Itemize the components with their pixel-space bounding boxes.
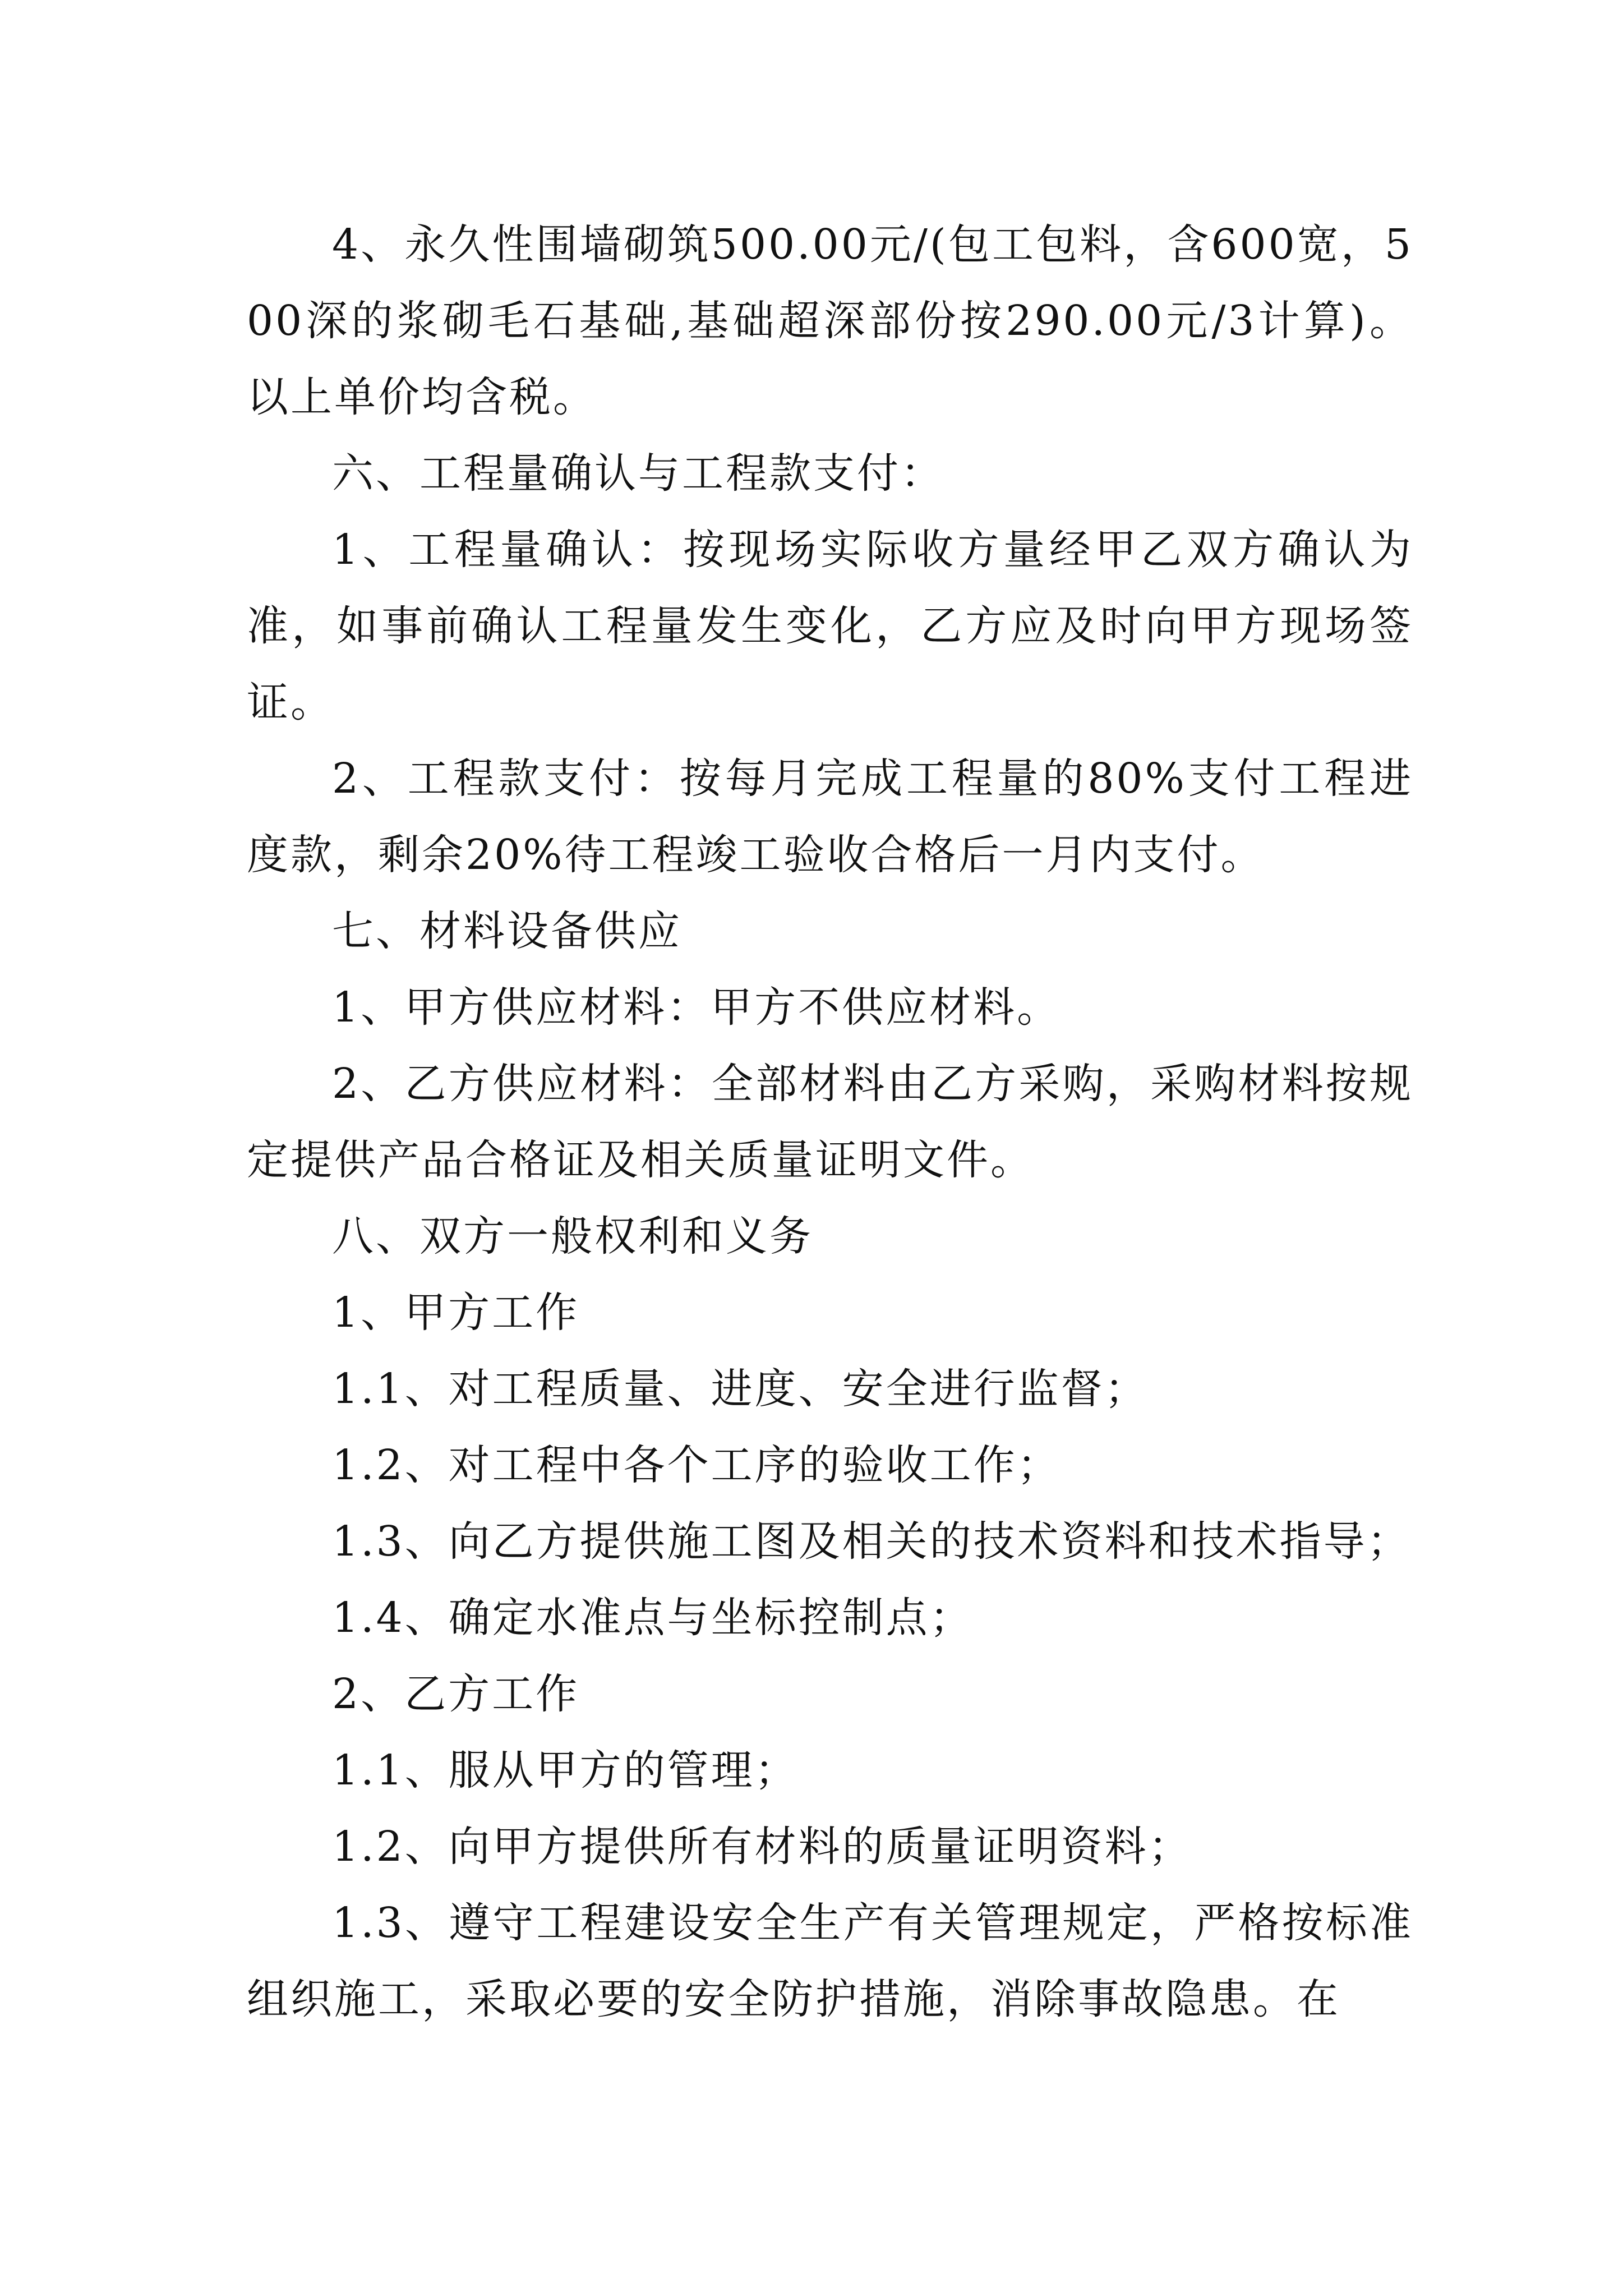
document-body — [247, 206, 1413, 2037]
list-item-a-1-2: 1.2、对工程中各个工序的验收工作； — [332, 1441, 1061, 1489]
subheading-party-a-work: 1、甲方工作 — [332, 1289, 580, 1337]
list-item-a-1-4: 1.4、确定水准点与坐标控制点； — [332, 1594, 974, 1642]
list-item-a-1-1: 1.1、对工程质量、进度、安全进行监督； — [332, 1365, 1149, 1413]
list-item-b-1-2: 1.2、向甲方提供所有材料的质量证明资料； — [332, 1823, 1192, 1871]
section-heading-8: 八、双方一般权利和义务 — [332, 1212, 813, 1260]
paragraph-party-b-materials: 2、乙方供应材料：全部材料由乙方采购，采购材料按规定提供产品合格证及相关质量证明文件。 — [247, 1060, 1413, 1184]
list-item-a-1-3: 1.3、向乙方提供施工图及相关的技术资料和技术指导； — [332, 1517, 1411, 1566]
section-heading-6: 六、工程量确认与工程款支付： — [332, 449, 944, 498]
list-item-b-1-3: 1.3、遵守工程建设安全生产有关管理规定，严格按标准组织施工，采取必要的安全防护措施，消除事故隐患。在 — [247, 1899, 1413, 2023]
subheading-party-b-work: 2、乙方工作 — [332, 1670, 580, 1718]
paragraph-party-a-materials: 1、甲方供应材料：甲方不供应材料。 — [332, 983, 1061, 1032]
list-item-b-1-1: 1.1、服从甲方的管理； — [332, 1746, 799, 1795]
paragraph-wall-price: 4、永久性围墙砌筑500.00元/(包工包料，含600宽，500深的浆砌毛石基础,基础超深部份按290.00元/3计算)。以上单价均含税。 — [247, 220, 1413, 421]
section-heading-7: 七、材料设备供应 — [332, 907, 682, 955]
paragraph-payment: 2、工程款支付：按每月完成工程量的80%支付工程进度款，剩余20%待工程竣工验收合格后一月内支付。 — [247, 754, 1413, 879]
paragraph-quantity-confirm: 1、工程量确认：按现场实际收方量经甲乙双方确认为准，如事前确认工程量发生变化，乙方应及时向甲方现场签证。 — [247, 526, 1413, 726]
